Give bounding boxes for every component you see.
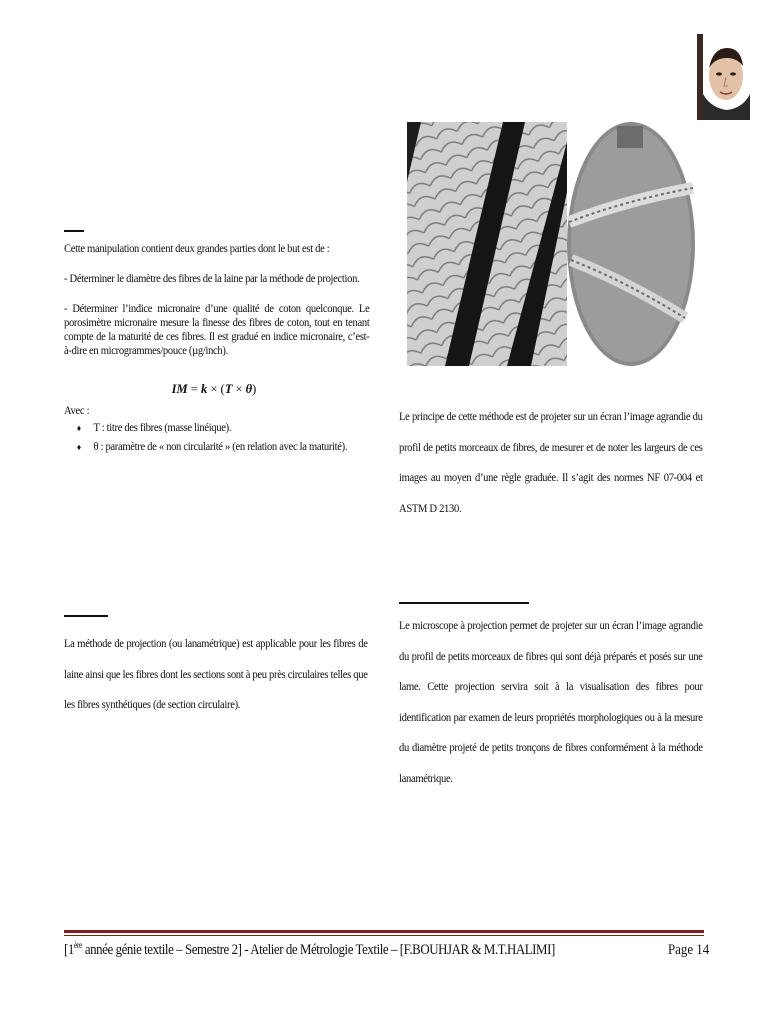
footer-rule-thin (64, 935, 704, 936)
avec-label: Avec : (64, 405, 90, 417)
bullet-icon: ♦ (76, 442, 81, 452)
footer-text: [1ère année génie textile – Semestre 2] - Atelier de Métrologie Textile – [F.BOUHJAR & M.T.HALIMI] (64, 940, 555, 958)
objective-1: - Déterminer le diamètre des fibres de la laine par la méthode de projection. (64, 273, 360, 285)
parameter-list (64, 421, 377, 459)
projection-method-text: La méthode de projection (ou lanamétrique) est applicable pour les fibres de laine ainsi que les fibres dont les sections sont à peu près circulaires telles que les fibres synthétiques (de section circulaire). (64, 638, 368, 711)
right-column (399, 402, 704, 524)
parameter-item: ♦ T : titre des fibres (masse linéique). (76, 422, 232, 434)
principle-text: Le principe de cette méthode est de projeter sur un écran l’image agrandie du profil de petits morceaux de fibres, de mesurer et de noter les largeurs de ces images au moyen d’une règle graduée. Il s’agit des normes NF 07-004 et ASTM D 2130. (399, 411, 703, 515)
right-column-lower (399, 611, 704, 794)
author-photo (697, 34, 750, 120)
intro-text: Cette manipulation contient deux grandes parties dont le but est de : (64, 243, 330, 255)
section-marker-rule (64, 615, 108, 617)
parameter-item: ♦ θ : paramètre de « non circularité » (en relation avec la maturité). (76, 441, 348, 453)
wool-fiber-micrograph (407, 122, 567, 366)
microscope-text: Le microscope à projection permet de projeter sur un écran l’image agrandie du profil de petits morceaux de fibres qui sont déjà préparés et posés sur une lame. Cette projection servira soit à la visualisation des fibres pour identification par examen de leurs propriétés morphologiques ou à la mesure du diamètre projeté de petits tronçons de fibres conformément à la méthode lanamétrique. (399, 620, 703, 785)
cotton-fiber-micrograph (567, 122, 699, 366)
bullet-icon: ♦ (76, 423, 81, 433)
page-number: Page 14 (668, 942, 710, 958)
section-marker-rule (399, 602, 529, 604)
section-marker-rule (64, 230, 84, 232)
objective-2: - Déterminer l’indice micronaire d’une qualité de coton quelconque. Le porosimètre micronaire mesure la finesse des fibres de coton, tout en tenant compte de la maturité de ces fibres. Il est gradué en indice micronaire, c’est-à-dire en microgrammes/pouce (µg/inch). (64, 303, 370, 357)
micronaire-formula: IM = k × (T × θ) (171, 382, 257, 396)
footer-rule (64, 930, 704, 933)
